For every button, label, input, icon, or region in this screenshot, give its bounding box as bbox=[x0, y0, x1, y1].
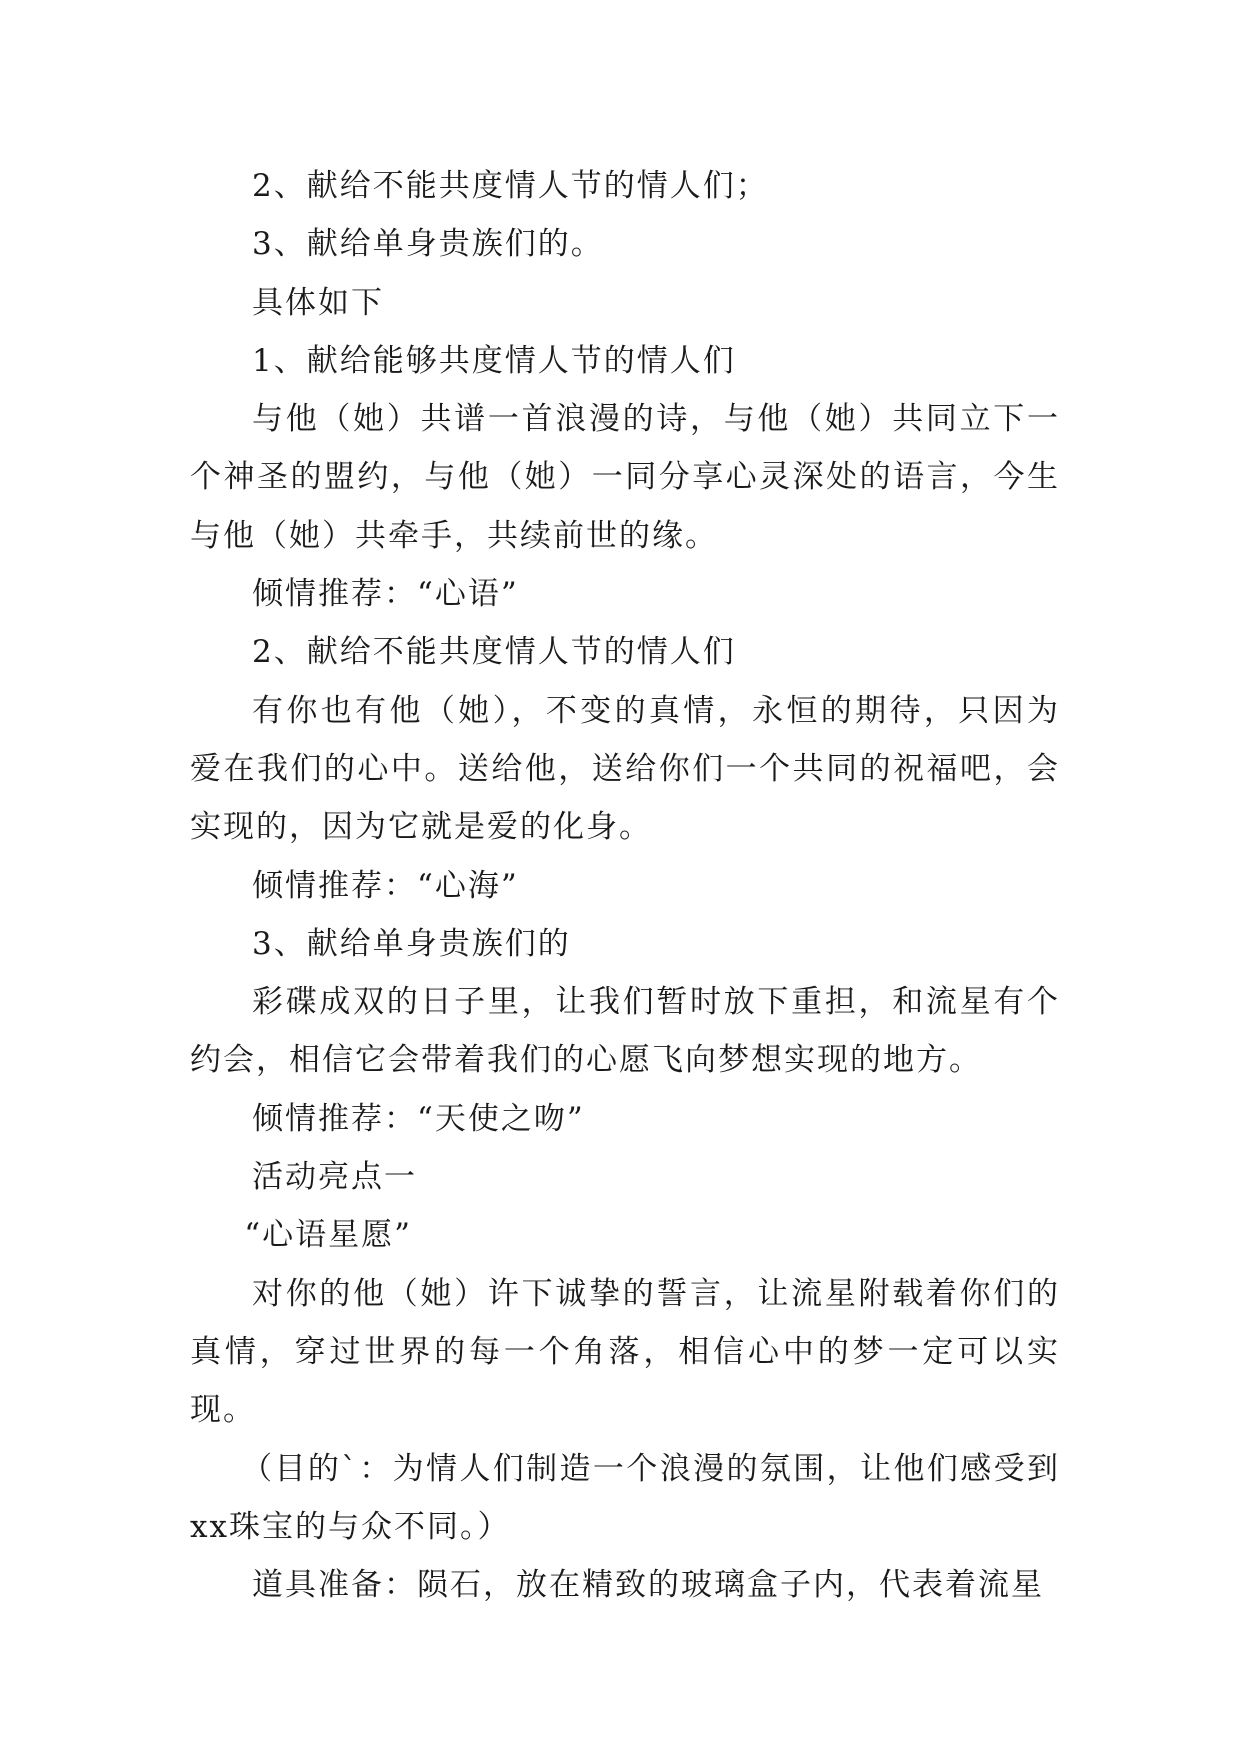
paragraph-section-1-body: 与他（她）共谱一首浪漫的诗，与他（她）共同立下一个神圣的盟约，与他（她）一同分享心灵深处的语言，今生与他（她）共牵手，共续前世的缘。 bbox=[190, 401, 1060, 554]
section-heading-1: 1、献给能够共度情人节的情人们 bbox=[252, 342, 736, 379]
paragraph-dedication-2: 2、献给不能共度情人节的情人们； bbox=[252, 168, 769, 204]
paragraph-details-heading: 具体如下 bbox=[252, 284, 384, 321]
highlight-title: “心语星愿” bbox=[244, 1217, 412, 1254]
recommendation-2: 倾情推荐：“心海” bbox=[252, 867, 519, 904]
paragraph-props: 道具准备：陨石，放在精致的玻璃盒子内，代表着流星 bbox=[252, 1567, 1044, 1604]
recommendation-1: 倾情推荐：“心语” bbox=[252, 576, 519, 613]
paragraph-purpose: （目的`：为情人们制造一个浪漫的氛围，让他们感受到xx珠宝的与众不同。） bbox=[190, 1450, 1060, 1545]
section-heading-3: 3、献给单身贵族们的 bbox=[252, 925, 571, 962]
paragraph-dedication-3: 3、献给单身贵族们的。 bbox=[252, 226, 604, 263]
paragraph-highlight-body: 对你的他（她）许下诚挚的誓言，让流星附载着你们的真情，穿过世界的每一个角落，相信心中的梦一定可以实现。 bbox=[190, 1275, 1060, 1429]
paragraph-section-3-body: 彩碟成双的日子里，让我们暂时放下重担，和流星有个约会，相信它会带着我们的心愿飞向梦想实现的地方。 bbox=[190, 984, 1060, 1079]
recommendation-3: 倾情推荐：“天使之吻” bbox=[252, 1100, 585, 1137]
highlight-heading: 活动亮点一 bbox=[252, 1159, 417, 1196]
section-heading-2: 2、献给不能共度情人节的情人们 bbox=[252, 634, 736, 671]
paragraph-section-2-body: 有你也有他（她），不变的真情，永恒的期待，只因为爱在我们的心中。送给他，送给你们一个共同的祝福吧，会实现的，因为它就是爱的化身。 bbox=[190, 692, 1060, 846]
document-body bbox=[190, 157, 1060, 1614]
